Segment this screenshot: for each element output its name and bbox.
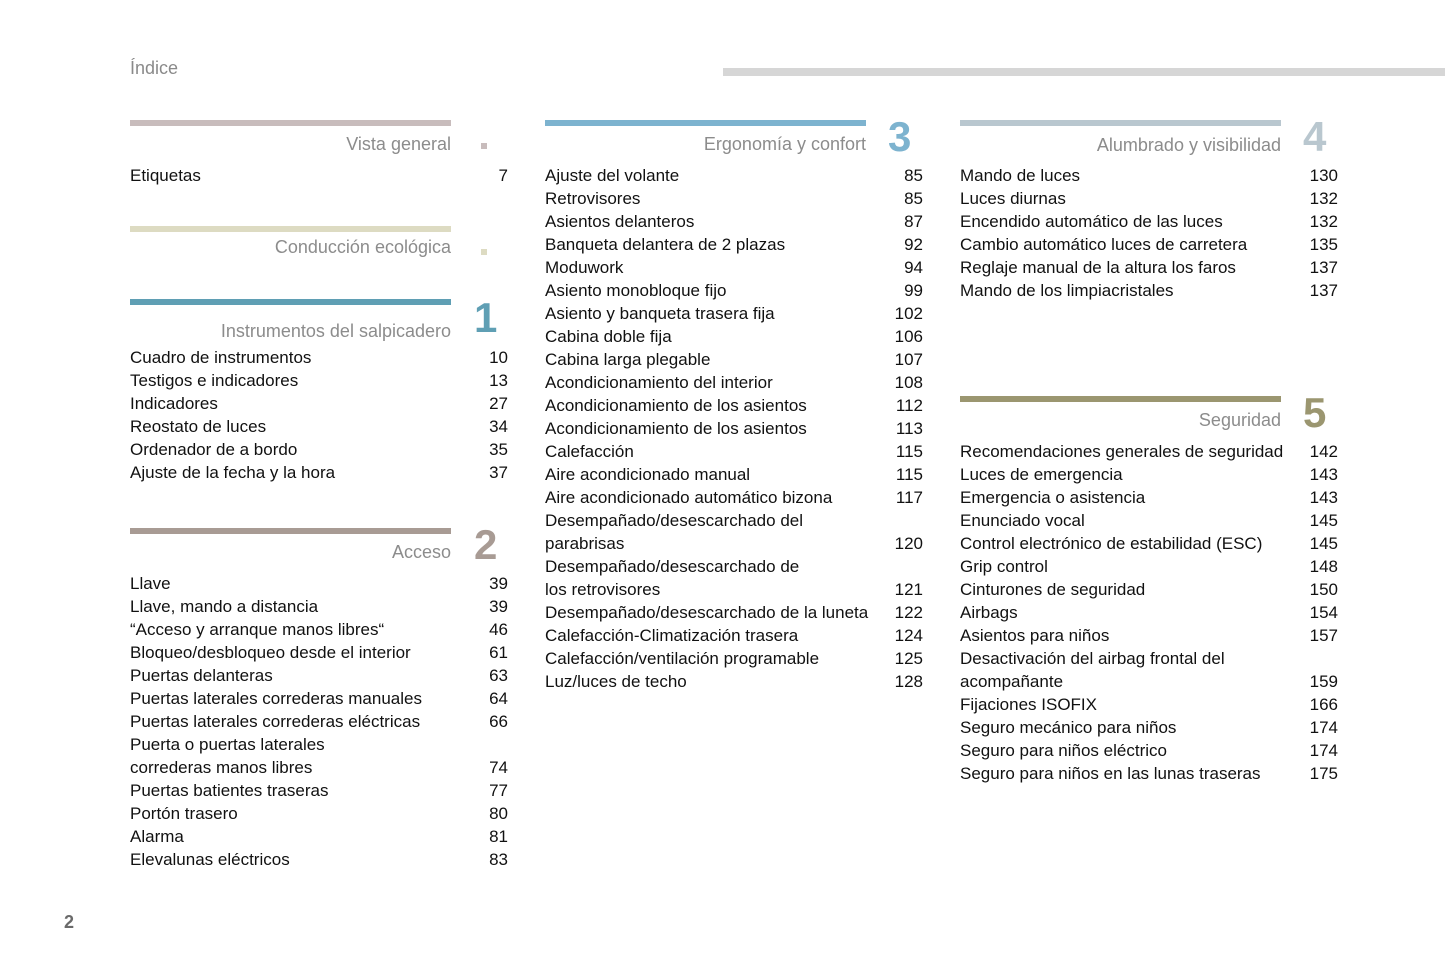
toc-entry-page: 122	[894, 603, 923, 622]
chapter-number: 1	[474, 294, 498, 341]
toc-entry-page: 13	[489, 371, 508, 390]
toc-entry-page: 132	[1309, 189, 1338, 208]
toc-entry[interactable]	[130, 664, 508, 687]
toc-entry-title: Seguro para niños en las lunas traseras	[960, 764, 1261, 783]
toc-entry-title: Grip control	[960, 557, 1048, 576]
toc-entry[interactable]	[545, 417, 923, 440]
toc-entry-title: Puertas laterales correderas manuales	[130, 689, 422, 708]
toc-entry-title: Puerta o puertas laterales correderas manos libres	[130, 735, 325, 777]
toc-entry[interactable]	[545, 371, 923, 394]
chapter-number: 3	[888, 113, 912, 160]
toc-entry-title: Testigos e indicadores	[130, 371, 299, 390]
chapter-number: 2	[474, 521, 498, 568]
toc-entry[interactable]	[545, 670, 923, 693]
toc-entry-page: 157	[1309, 626, 1338, 645]
toc-entry[interactable]	[130, 825, 508, 848]
toc-entry-page: 94	[904, 258, 923, 277]
toc-entry-title: Acondicionamiento del interior	[545, 373, 773, 392]
toc-entry-page: 85	[904, 189, 923, 208]
toc-entry[interactable]	[960, 601, 1338, 624]
toc-entry-page: 120	[894, 534, 923, 553]
toc-entry[interactable]	[960, 624, 1338, 647]
toc-entry-title: “Acceso y arranque manos libres“	[130, 620, 385, 639]
toc-entry[interactable]	[130, 438, 508, 461]
toc-entry-page: 35	[489, 440, 508, 459]
toc-entry-page: 143	[1309, 465, 1338, 484]
section-instrumentos	[130, 294, 508, 489]
section-bar	[130, 528, 451, 534]
toc-entry-title: Calefacción	[545, 442, 634, 461]
toc-entry-title: Cambio automático luces de carretera	[960, 235, 1248, 254]
toc-entry[interactable]	[545, 463, 923, 486]
entry-list	[130, 346, 508, 484]
toc-entry-page: 121	[894, 580, 923, 599]
toc-entry-title: Desempañado/desescarchado de los retrovisores	[545, 557, 800, 599]
toc-entry-title: Mando de los limpiacristales	[960, 281, 1174, 300]
toc-entry-page: 159	[1309, 672, 1338, 691]
toc-entry[interactable]	[960, 532, 1338, 555]
toc-entry-page: 85	[904, 166, 923, 185]
toc-entry[interactable]	[130, 392, 508, 415]
toc-entry-page: 150	[1309, 580, 1338, 599]
toc-entry-page: 46	[489, 620, 508, 639]
toc-entry[interactable]	[960, 463, 1338, 486]
toc-entry-page: 124	[894, 626, 923, 645]
toc-entry-title: Bloqueo/desbloqueo desde el interior	[130, 643, 411, 662]
section-alumbrado	[960, 113, 1338, 310]
toc-entry-page: 7	[498, 166, 508, 185]
toc-entry[interactable]	[130, 369, 508, 392]
toc-entry-title: Cinturones de seguridad	[960, 580, 1146, 599]
toc-entry[interactable]	[960, 210, 1338, 233]
toc-entry-title: Luces diurnas	[960, 189, 1066, 208]
toc-entry[interactable]	[130, 641, 508, 664]
toc-entry-page: 112	[895, 396, 923, 415]
toc-entry[interactable]	[960, 440, 1338, 463]
toc-entry-page: 102	[894, 304, 923, 323]
toc-entry[interactable]	[960, 693, 1338, 716]
toc-entry[interactable]	[960, 233, 1338, 256]
toc-entry-page: 10	[489, 348, 508, 367]
section-marker	[481, 143, 487, 149]
toc-entry-page: 132	[1309, 212, 1338, 231]
toc-entry[interactable]	[545, 233, 923, 256]
toc-entry[interactable]	[545, 555, 923, 601]
toc-entry-title: Recomendaciones generales de seguridad	[960, 442, 1284, 461]
section-title: Seguridad	[1198, 410, 1281, 430]
toc-entry-page: 142	[1309, 442, 1338, 461]
toc-entry-page: 77	[489, 781, 508, 800]
toc-entry-page: 128	[894, 672, 923, 691]
toc-entry[interactable]	[545, 325, 923, 348]
toc-entry-page: 148	[1309, 557, 1338, 576]
entry-list	[545, 164, 923, 693]
section-bar	[130, 299, 451, 305]
toc-entry[interactable]	[130, 346, 508, 369]
toc-entry-title: Ajuste del volante	[545, 166, 680, 185]
toc-entry-title: Enunciado vocal	[960, 511, 1085, 530]
header-rule	[723, 68, 1445, 76]
toc-entry-page: 166	[1309, 695, 1338, 714]
toc-entry[interactable]	[960, 187, 1338, 210]
toc-entry[interactable]	[130, 710, 508, 733]
toc-entry-title: Asiento monobloque fijo	[545, 281, 727, 300]
chapter-number: 4	[1303, 113, 1327, 160]
section-title: Acceso	[391, 542, 451, 562]
toc-entry[interactable]	[545, 647, 923, 670]
toc-entry-page: 108	[894, 373, 923, 392]
chapter-number: 5	[1303, 389, 1327, 436]
section-acceso	[130, 521, 508, 869]
toc-entry-page: 145	[1309, 511, 1338, 530]
toc-entry-page: 175	[1309, 764, 1338, 783]
toc-entry[interactable]	[130, 595, 508, 618]
toc-entry[interactable]	[960, 509, 1338, 532]
toc-entry-page: 115	[895, 465, 923, 484]
toc-entry-title: Mando de luces	[960, 166, 1081, 185]
toc-entry-title: Emergencia o asistencia	[960, 488, 1146, 507]
toc-entry-title: Banqueta delantera de 2 plazas	[545, 235, 786, 254]
toc-entry-title: Fijaciones ISOFIX	[960, 695, 1097, 714]
toc-entry[interactable]	[545, 348, 923, 371]
toc-entry[interactable]	[960, 716, 1338, 739]
toc-entry-title: Cuadro de instrumentos	[130, 348, 312, 367]
toc-entry-page: 61	[489, 643, 508, 662]
toc-entry-title: Retrovisores	[545, 189, 641, 208]
toc-entry[interactable]	[130, 802, 508, 825]
toc-entry[interactable]	[130, 572, 508, 595]
section-seguridad	[960, 389, 1338, 786]
toc-entry-page: 66	[489, 712, 508, 731]
toc-entry[interactable]	[545, 509, 923, 555]
toc-entry-page: 137	[1309, 281, 1338, 300]
toc-entry-page: 39	[489, 597, 508, 616]
toc-entry-page: 107	[894, 350, 923, 369]
toc-entry[interactable]	[960, 164, 1338, 187]
entry-list	[960, 164, 1338, 302]
toc-entry-title: Reostato de luces	[130, 417, 267, 436]
toc-entry-title: Desactivación del airbag frontal del acompañante	[960, 649, 1225, 691]
toc-entry-page: 135	[1309, 235, 1338, 254]
toc-entry[interactable]	[960, 762, 1338, 785]
toc-entry-title: Asientos para niños	[960, 626, 1110, 645]
toc-entry-title: Elevalunas eléctricos	[130, 850, 290, 869]
toc-entry-page: 137	[1309, 258, 1338, 277]
toc-entry[interactable]	[545, 486, 923, 509]
toc-entry-page: 125	[894, 649, 923, 668]
toc-entry-title: Alarma	[130, 827, 184, 846]
entry-list	[130, 572, 508, 871]
toc-entry-title: Reglaje manual de la altura los faros	[960, 258, 1236, 277]
section-bar	[545, 120, 866, 126]
toc-entry[interactable]	[960, 256, 1338, 279]
toc-entry-title: Portón trasero	[130, 804, 238, 823]
toc-entry[interactable]	[960, 578, 1338, 601]
toc-entry-title: Calefacción-Climatización trasera	[545, 626, 799, 645]
section-marker	[481, 249, 487, 255]
toc-entry-page: 113	[895, 419, 923, 438]
section-bar	[130, 226, 451, 232]
toc-entry-page: 34	[489, 417, 508, 436]
toc-entry[interactable]	[130, 461, 508, 484]
toc-entry[interactable]	[545, 601, 923, 624]
toc-entry-page: 87	[904, 212, 923, 231]
toc-entry-page: 81	[489, 827, 508, 846]
toc-entry-page: 37	[489, 463, 508, 482]
toc-entry-title: Ordenador de a bordo	[130, 440, 298, 459]
toc-entry-title: Acondicionamiento de los asientos	[545, 419, 807, 438]
toc-entry-title: Asientos delanteros	[545, 212, 695, 231]
toc-entry-title: Luces de emergencia	[960, 465, 1123, 484]
toc-entry[interactable]	[545, 440, 923, 463]
section-conduccion-ecologica	[130, 226, 508, 266]
toc-entry[interactable]	[130, 618, 508, 641]
toc-entry[interactable]	[545, 187, 923, 210]
toc-entry[interactable]	[545, 624, 923, 647]
toc-entry[interactable]	[960, 486, 1338, 509]
section-bar	[960, 120, 1281, 126]
toc-entry[interactable]	[545, 210, 923, 233]
toc-entry-title: Encendido automático de las luces	[960, 212, 1223, 231]
toc-entry-page: 80	[489, 804, 508, 823]
entry-list	[130, 164, 508, 187]
toc-entry[interactable]	[545, 279, 923, 302]
toc-entry-page: 64	[489, 689, 508, 708]
toc-entry[interactable]	[545, 164, 923, 187]
toc-entry-page: 143	[1309, 488, 1338, 507]
toc-entry-title: Cabina doble fija	[545, 327, 672, 346]
toc-entry-page: 39	[489, 574, 508, 593]
section-title: Ergonomía y confort	[703, 134, 866, 154]
toc-entry-page: 83	[489, 850, 508, 869]
toc-entry-title: Seguro mecánico para niños	[960, 718, 1177, 737]
section-title: Vista general	[346, 134, 451, 154]
entry-list	[960, 440, 1338, 785]
toc-entry[interactable]	[130, 164, 508, 187]
toc-entry[interactable]	[545, 302, 923, 325]
toc-entry-title: Llave, mando a distancia	[130, 597, 319, 616]
section-title: Alumbrado y visibilidad	[1096, 135, 1281, 155]
toc-entry[interactable]	[960, 647, 1338, 693]
toc-entry-page: 63	[489, 666, 508, 685]
toc-entry[interactable]	[130, 733, 508, 779]
toc-entry-title: Desempañado/desescarchado de la luneta	[545, 603, 869, 622]
toc-entry[interactable]	[960, 739, 1338, 762]
section-vista-general	[130, 120, 508, 200]
toc-entry-page: 99	[904, 281, 923, 300]
toc-entry-title: Control electrónico de estabilidad (ESC)	[960, 534, 1263, 553]
toc-entry[interactable]	[545, 394, 923, 417]
toc-entry[interactable]	[130, 687, 508, 710]
toc-entry-title: Cabina larga plegable	[545, 350, 711, 369]
toc-entry-page: 117	[895, 488, 923, 507]
toc-entry[interactable]	[545, 256, 923, 279]
toc-entry-title: Calefacción/ventilación programable	[545, 649, 820, 668]
toc-entry-title: Puertas laterales correderas eléctricas	[130, 712, 421, 731]
toc-entry-title: Indicadores	[130, 394, 218, 413]
section-title: Conducción ecológica	[274, 237, 451, 257]
toc-entry[interactable]	[960, 555, 1338, 578]
toc-entry-page: 92	[904, 235, 923, 254]
toc-entry-page: 115	[895, 442, 923, 461]
section-ergonomia	[545, 113, 923, 710]
toc-entry-title: Seguro para niños eléctrico	[960, 741, 1167, 760]
toc-entry-page: 145	[1309, 534, 1338, 553]
section-title: Instrumentos del salpicadero	[220, 321, 451, 341]
toc-entry-title: Aire acondicionado manual	[545, 465, 751, 484]
toc-entry-page: 130	[1309, 166, 1338, 185]
toc-entry-page: 174	[1309, 718, 1338, 737]
toc-entry-title: Luz/luces de techo	[545, 672, 687, 691]
toc-entry[interactable]	[130, 848, 508, 871]
page-number: 2	[64, 912, 75, 932]
section-bar	[960, 396, 1281, 402]
toc-entry-title: Aire acondicionado automático bizona	[545, 488, 833, 507]
toc-entry-title: Moduwork	[545, 258, 624, 277]
toc-entry-title: Asiento y banqueta trasera fija	[545, 304, 775, 323]
toc-entry-page: 74	[489, 758, 508, 777]
toc-entry-title: Puertas delanteras	[130, 666, 273, 685]
toc-entry-title: Ajuste de la fecha y la hora	[130, 463, 336, 482]
toc-entry-page: 27	[489, 394, 508, 413]
toc-entry[interactable]	[130, 415, 508, 438]
toc-entry-title: Puertas batientes traseras	[130, 781, 329, 800]
toc-entry-title: Acondicionamiento de los asientos	[545, 396, 807, 415]
toc-entry-title: Etiquetas	[130, 166, 201, 185]
toc-entry-page: 174	[1309, 741, 1338, 760]
toc-entry-title: Desempañado/desescarchado del parabrisas	[545, 511, 804, 553]
toc-entry-title: Llave	[130, 574, 171, 593]
page-header-title: Índice	[130, 58, 179, 78]
section-bar	[130, 120, 451, 126]
toc-entry-page: 154	[1309, 603, 1338, 622]
toc-entry[interactable]	[960, 279, 1338, 302]
toc-entry[interactable]	[130, 779, 508, 802]
toc-entry-title: Airbags	[960, 603, 1018, 622]
toc-entry-page: 106	[894, 327, 923, 346]
